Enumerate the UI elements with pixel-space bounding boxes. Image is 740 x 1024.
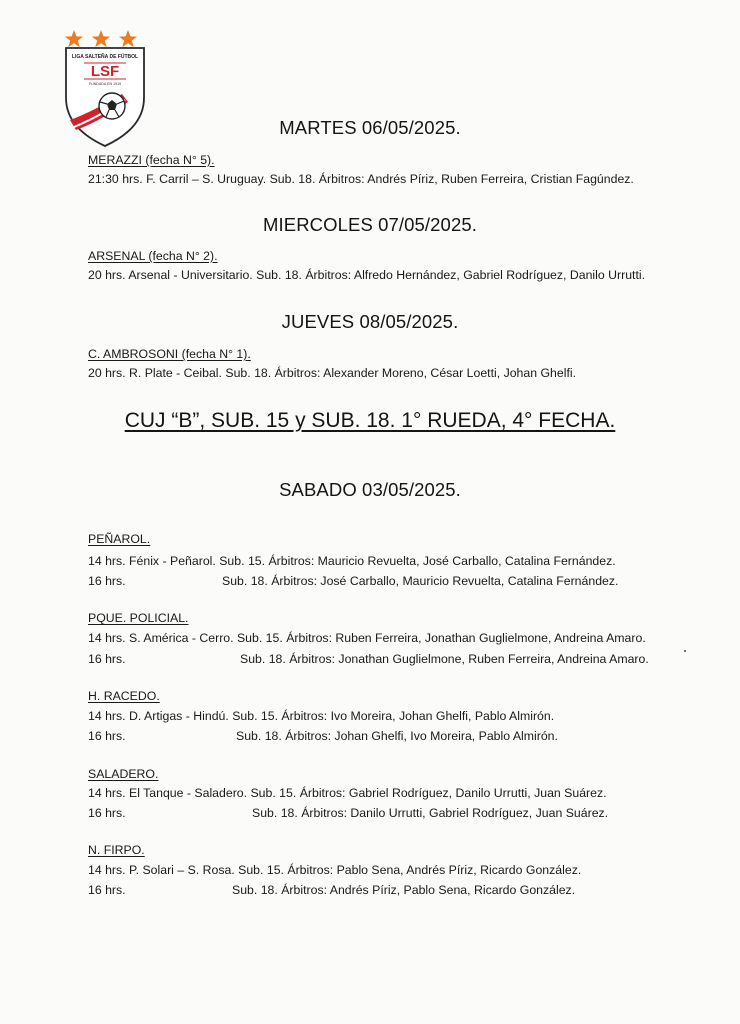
venue-ambrosoni: C. AMBROSONI (fecha N° 1). xyxy=(88,347,251,361)
match-detail: Sub. 18. Árbitros: Andrés Píriz, Pablo Sena, Ricardo González. xyxy=(232,883,576,897)
match-time: 16 hrs. xyxy=(88,806,126,820)
match-time: 16 hrs. xyxy=(88,729,126,743)
stars-icon xyxy=(65,30,137,47)
match-line: 21:30 hrs. F. Carril – S. Uruguay. Sub. 18. Árbitros: Andrés Píriz, Ruben Ferreira, Cristian Fagúndez. xyxy=(88,172,634,186)
venue-saladero: SALADERO. xyxy=(88,767,159,781)
heading-sabado: SABADO 03/05/2025. xyxy=(279,479,461,500)
match-detail: Sub. 18. Árbitros: Johan Ghelfi, Ivo Moreira, Pablo Almirón. xyxy=(236,729,558,743)
match-line: 20 hrs. R. Plate - Ceibal. Sub. 18. Árbitros: Alexander Moreno, César Loetti, Johan Ghelfi. xyxy=(88,366,577,380)
match-line: 14 hrs. D. Artigas - Hindú. Sub. 15. Árbitros: Ivo Moreira, Johan Ghelfi, Pablo Almirón. xyxy=(88,709,555,723)
match-line: 14 hrs. P. Solari – S. Rosa. Sub. 15. Árbitros: Pablo Sena, Andrés Píriz, Ricardo González. xyxy=(88,863,582,877)
heading-martes: MARTES 06/05/2025. xyxy=(279,117,461,138)
venue-arsenal: ARSENAL (fecha N° 2). xyxy=(88,249,218,263)
venue-pque-policial: PQUE. POLICIAL. xyxy=(88,611,189,625)
match-line: 14 hrs. El Tanque - Saladero. Sub. 15. Árbitros: Gabriel Rodríguez, Danilo Urrutti, Juan Suárez. xyxy=(88,786,607,800)
match-detail: Sub. 18. Árbitros: José Carballo, Mauricio Revuelta, Catalina Fernández. xyxy=(222,574,619,588)
speck xyxy=(684,650,686,652)
svg-text:LSF: LSF xyxy=(90,63,120,80)
match-line: 20 hrs. Arsenal - Universitario. Sub. 18. Árbitros: Alfredo Hernández, Gabriel Rodríguez, Danilo Urrutti. xyxy=(88,268,646,282)
match-line: 14 hrs. S. América - Cerro. Sub. 15. Árbitros: Ruben Ferreira, Jonathan Guglielmone, Andreina Amaro. xyxy=(88,631,646,645)
heading-cuj: CUJ “B”, SUB. 15 y SUB. 18. 1° RUEDA, 4° FECHA. xyxy=(124,409,616,432)
venue-h-racedo: H. RACEDO. xyxy=(88,689,160,703)
match-line: 14 hrs. Fénix - Peñarol. Sub. 15. Árbitros: Mauricio Revuelta, José Carballo, Catalina Fernández. xyxy=(88,554,616,568)
match-time: 16 hrs. xyxy=(88,652,126,666)
match-detail: Sub. 18. Árbitros: Jonathan Guglielmone, Ruben Ferreira, Andreina Amaro. xyxy=(240,652,649,666)
heading-jueves: JUEVES 08/05/2025. xyxy=(281,311,459,332)
svg-text:LIGA SALTEÑA DE FÚTBOL: LIGA SALTEÑA DE FÚTBOL xyxy=(71,54,139,60)
svg-text:FUNDADA EN 1915: FUNDADA EN 1915 xyxy=(88,82,122,86)
venue-merazzi: MERAZZI (fecha N° 5). xyxy=(88,153,215,167)
match-time: 16 hrs. xyxy=(88,883,126,897)
heading-miercoles: MIERCOLES 07/05/2025. xyxy=(263,214,477,235)
match-time: 16 hrs. xyxy=(88,574,126,588)
venue-penarol: PEÑAROL. xyxy=(88,532,151,546)
venue-n-firpo: N. FIRPO. xyxy=(88,843,145,857)
match-detail: Sub. 18. Árbitros: Danilo Urrutti, Gabriel Rodríguez, Juan Suárez. xyxy=(252,806,609,820)
